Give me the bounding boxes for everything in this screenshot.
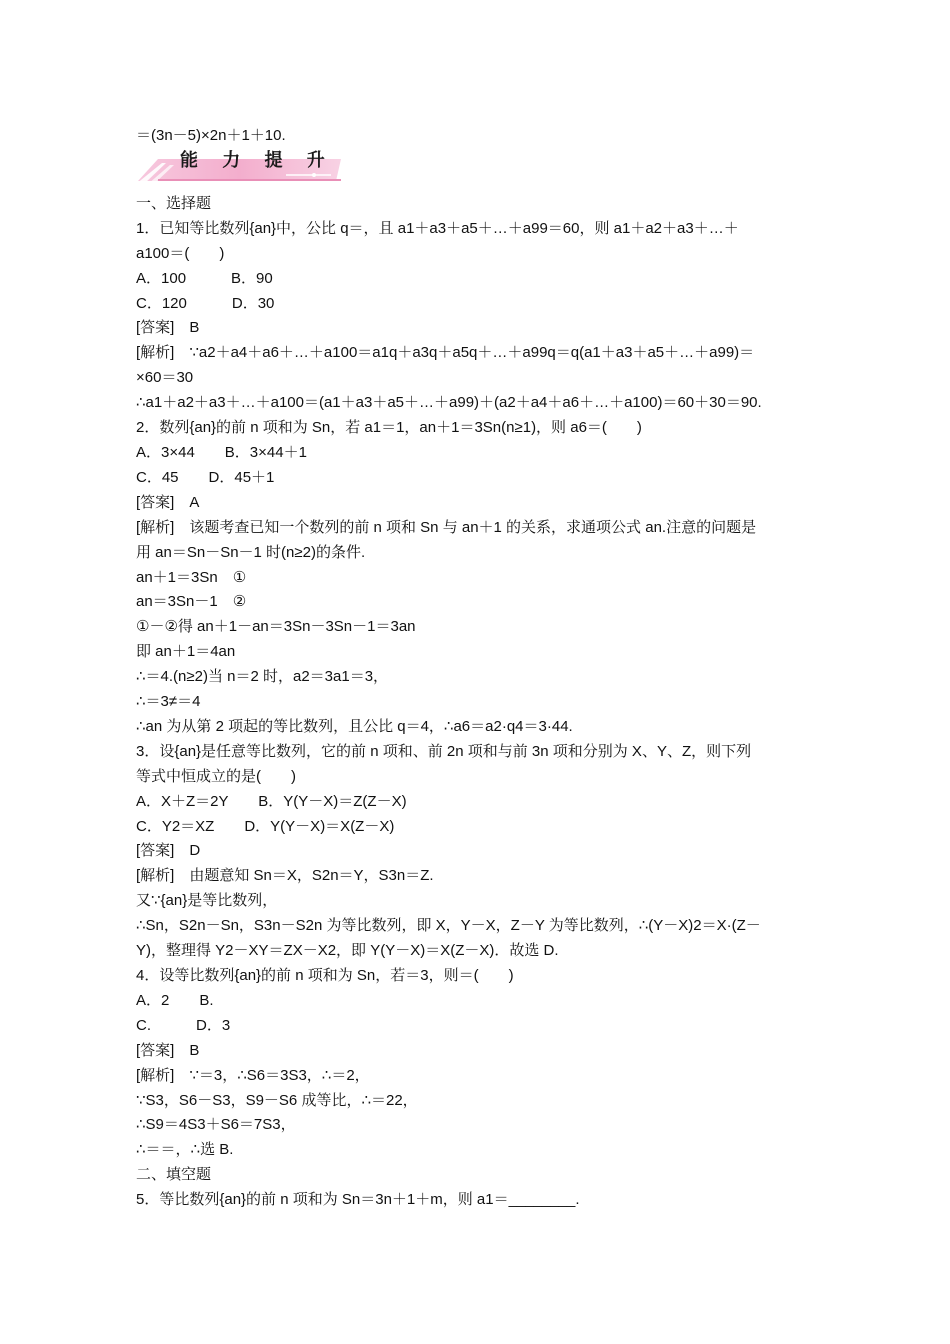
text-line: [解析] 由题意知 Sn＝X，S2n＝Y，S3n＝Z.: [136, 867, 434, 885]
banner-title: 能 力 提 升: [180, 149, 334, 171]
text-line: ∴a1＋a2＋a3＋…＋a100＝(a1＋a3＋a5＋…＋a99)＋(a2＋a4＋a6＋…＋a100)＝60＋30＝90.: [136, 394, 762, 412]
section-banner: [136, 151, 826, 185]
document-content: [136, 124, 826, 1213]
text-line: 1．已知等比数列{an}中，公比 q＝，且 a1＋a3＋a5＋…＋a99＝60，则 a1＋a2＋a3＋…＋: [136, 219, 739, 237]
text-line: C．120 D．30: [136, 294, 275, 312]
text-line: 一、选择题: [136, 194, 212, 212]
text-line: [答案] B: [136, 319, 200, 337]
text-line: ∴Sn，S2n－Sn，S3n－S2n 为等比数列，即 X，Y－X，Z－Y 为等比数列，∴(Y－X)2＝X·(Z－: [136, 917, 761, 935]
text-line: [解析] ∵＝3，∴S6＝3S3，∴＝2，: [136, 1066, 370, 1084]
text-line: 即 an＋1＝4an: [136, 643, 236, 661]
text-line: [答案] A: [136, 493, 200, 511]
text-line: 二、填空题: [136, 1166, 212, 1184]
text-line: an＋1＝3Sn ①: [136, 568, 247, 586]
text-line: A．3×44 B．3×44＋1: [136, 443, 307, 461]
text-line: ＝(3n－5)×2n＋1＋10.: [136, 127, 286, 144]
text-line: 5．等比数列{an}的前 n 项和为 Sn＝3n＋1＋m，则 a1＝________.: [136, 1191, 580, 1209]
text-line: C. D．3: [136, 1016, 231, 1034]
text-line: ∴S9＝4S3＋S6＝7S3，: [136, 1116, 296, 1134]
text-line: ×60＝30: [136, 369, 194, 387]
text-line: C．Y2＝XZ D．Y(Y－X)＝X(Z－X): [136, 817, 395, 835]
text-line: 又∵{an}是等比数列，: [136, 892, 278, 910]
text-line: [答案] D: [136, 842, 201, 860]
text-line: A．X＋Z＝2Y B．Y(Y－X)＝Z(Z－X): [136, 792, 407, 810]
text-line: C．45 D．45＋1: [136, 468, 275, 486]
text-line: 等式中恒成立的是( ): [136, 767, 296, 785]
text-line: ∴＝3≠＝4: [136, 693, 201, 711]
text-line: an＝3Sn－1 ②: [136, 593, 247, 611]
text-line: Y)，整理得 Y2－XY＝ZX－X2，即 Y(Y－X)＝X(Z－X)．故选 D.: [136, 942, 559, 960]
text-line: A．2 B.: [136, 991, 214, 1009]
text-line: 3．设{an}是任意等比数列，它的前 n 项和、前 2n 项和与前 3n 项和分别为 X、Y、Z，则下列: [136, 742, 752, 760]
text-line: a100＝( ): [136, 244, 225, 262]
text-line: 用 an＝Sn－Sn－1 时(n≥2)的条件.: [136, 543, 366, 561]
text-line: ∴＝＝，∴选 B.: [136, 1141, 234, 1159]
text-line: ∴an 为从第 2 项起的等比数列，且公比 q＝4，∴a6＝a2·q4＝3·44.: [136, 717, 573, 735]
text-line: 4．设等比数列{an}的前 n 项和为 Sn，若＝3，则＝( ): [136, 967, 514, 984]
text-line: [解析] ∵a2＋a4＋a6＋…＋a100＝a1q＋a3q＋a5q＋…＋a99q＝q(a1＋a3＋a5＋…＋a99)＝: [136, 344, 755, 362]
text-line: ∵S3，S6－S3，S9－S6 成等比，∴＝22，: [136, 1091, 418, 1109]
text-line: ①－②得 an＋1－an＝3Sn－3Sn－1＝3an: [136, 618, 416, 636]
text-line: [答案] B: [136, 1041, 200, 1059]
text-line: A．100 B．90: [136, 269, 273, 287]
text-line: [解析] 该题考查已知一个数列的前 n 项和 Sn 与 an＋1 的关系，求通项公式 an.注意的问题是: [136, 518, 757, 536]
text-line: ∴＝4.(n≥2)当 n＝2 时，a2＝3a1＝3，: [136, 668, 389, 686]
text-line: 2．数列{an}的前 n 项和为 Sn，若 a1＝1，an＋1＝3Sn(n≥1)，则 a6＝( ): [136, 419, 642, 437]
